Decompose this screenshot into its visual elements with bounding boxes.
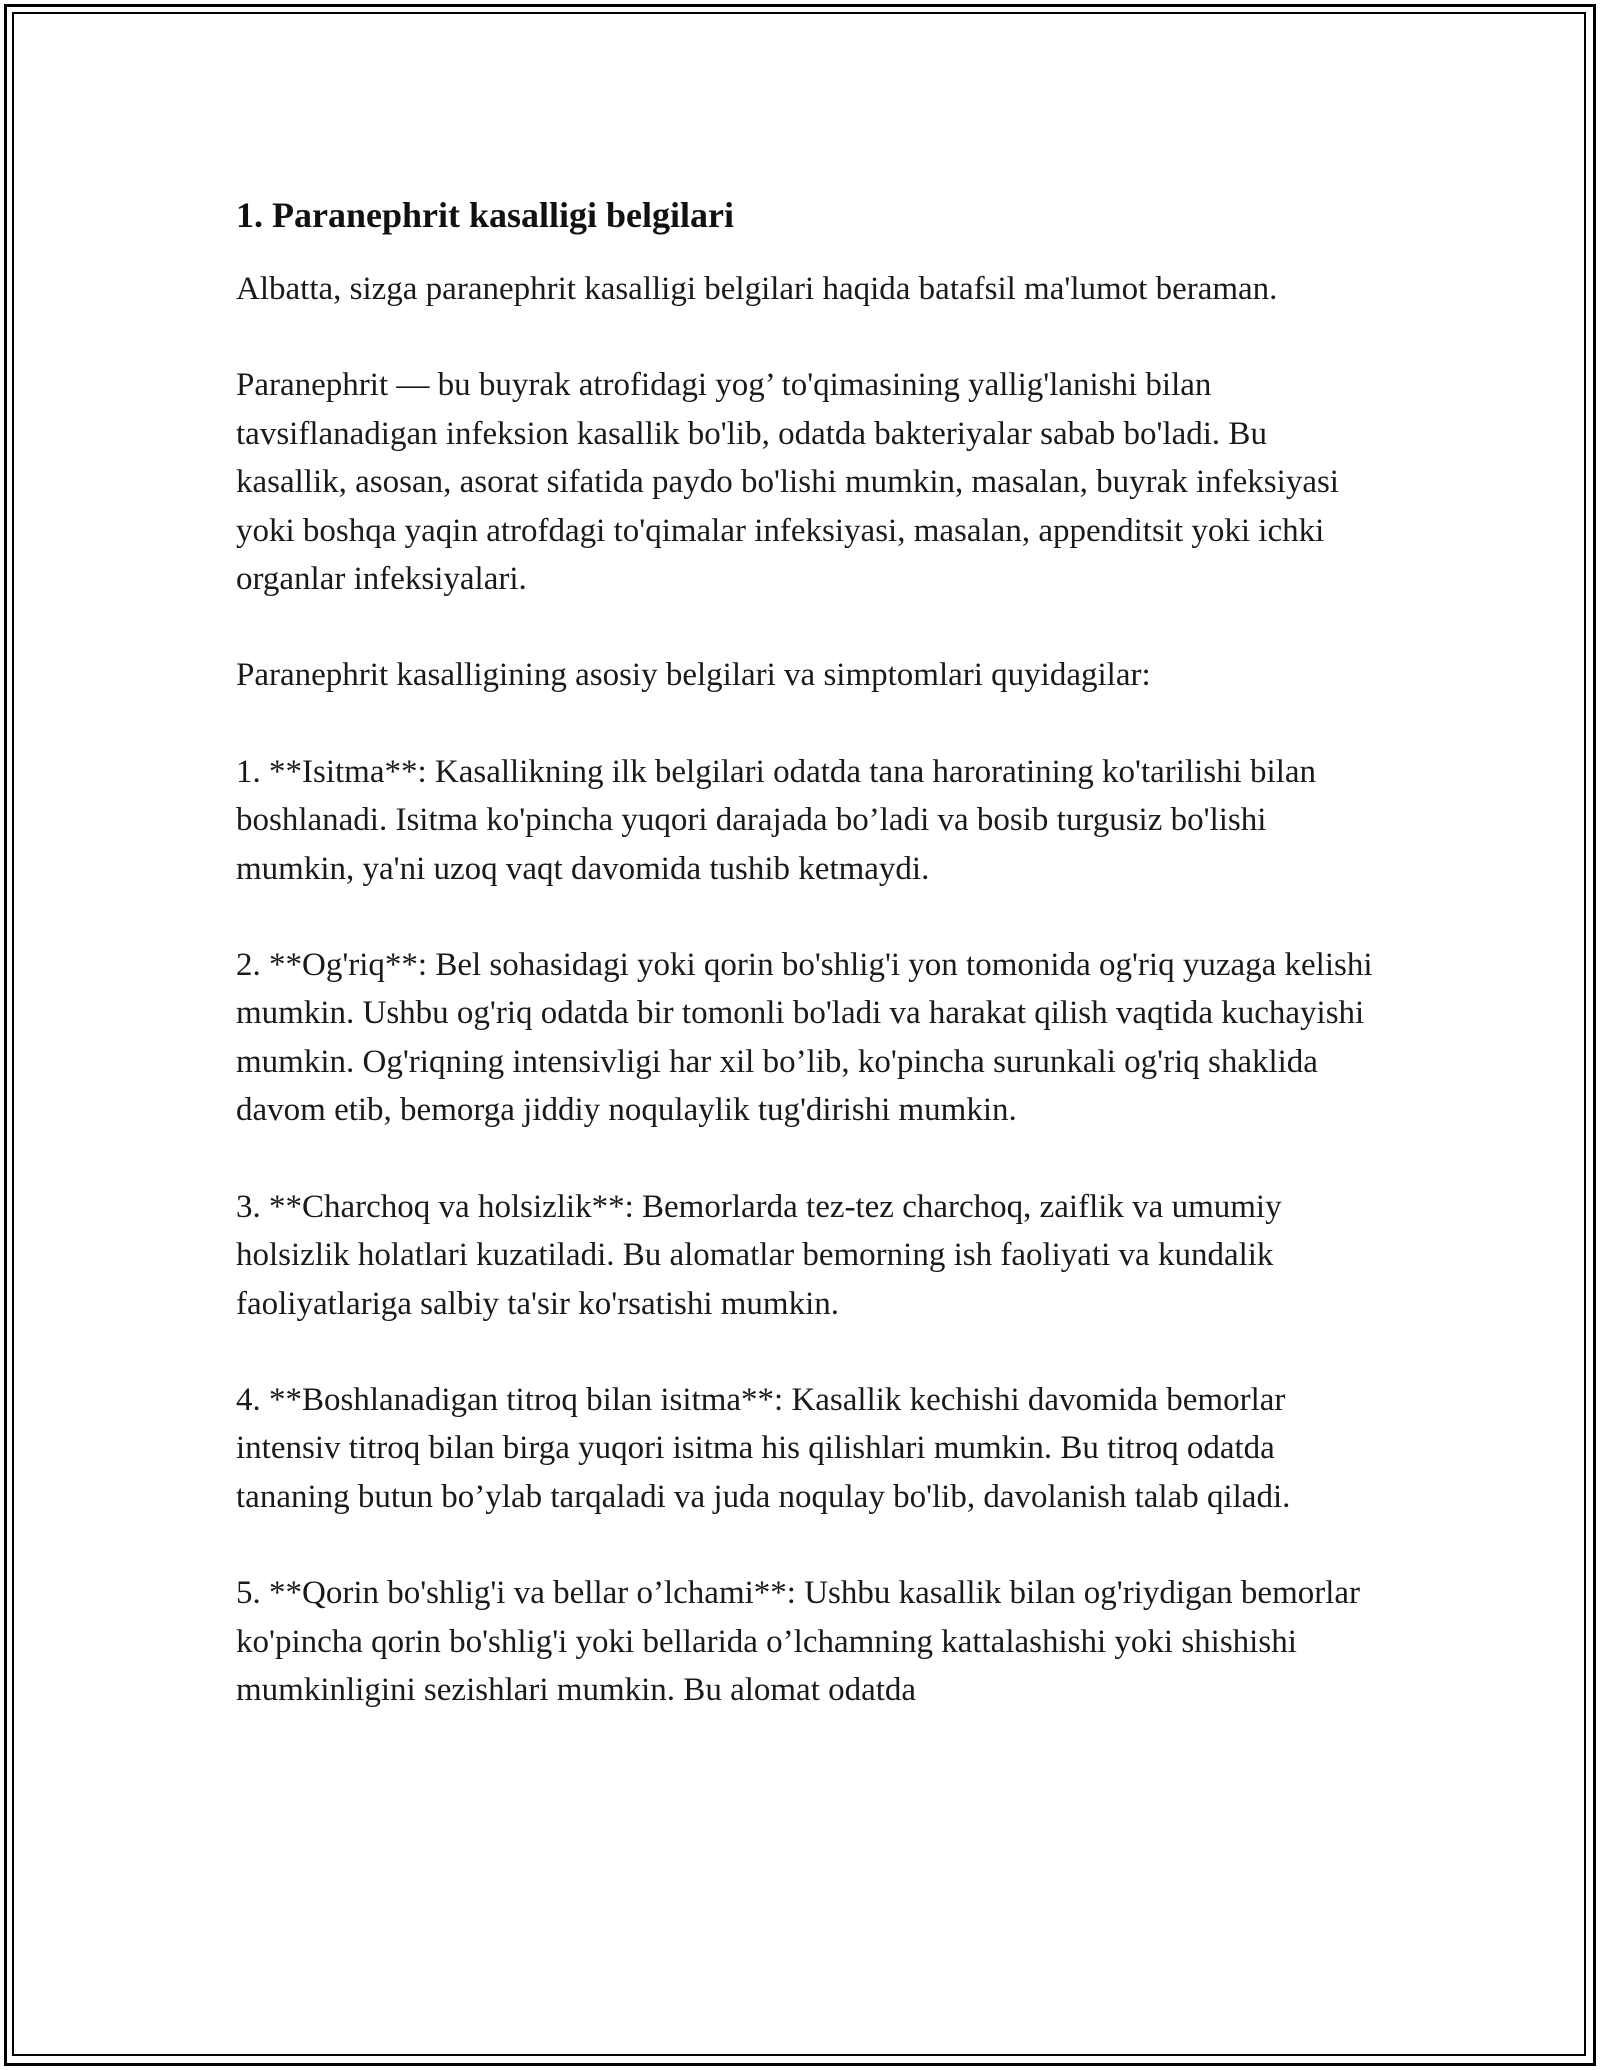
document-body xyxy=(236,185,1376,1762)
symptom-item-chills: 4. **Boshlanadigan titroq bilan isitma**: Kasallik kechishi davomida bemorlar intensiv titroq bilan birga yuqori isitma his qilishlari mumkin. Bu titroq odatda tananing butun bo’ylab tarqaladi va juda noqulay bo'lib, davolanish talab qiladi. xyxy=(236,1381,1291,1515)
definition-paragraph: Paranephrit — bu buyrak atrofidagi yog’ to'qimasining yallig'lanishi bilan tavsiflanadigan infeksion kasallik bo'lib, odatda bakteriyalar sabab bo'ladi. Bu kasallik, asosan, asorat sifatida paydo bo'lishi mumkin, masalan, buyrak infeksiyasi yoki boshqa yaqin atrofdagi to'qimalar infeksiyasi, masalan, appenditsit yoki ichki organlar infeksiyalari. xyxy=(236,367,1339,598)
document-title: 1. Paranephrit kasalligi belgilari xyxy=(236,195,735,235)
symptom-item-fatigue: 3. **Charchoq va holsizlik**: Bemorlarda tez-tez charchoq, zaiflik va umumiy holsizlik holatlari kuzatiladi. Bu alomatlar bemorning ish faoliyati va kundalik faoliyatlariga salbiy ta'sir ko'rsatishi mumkin. xyxy=(236,1188,1282,1322)
symptoms-intro-paragraph: Paranephrit kasalligining asosiy belgilari va simptomlari quyidagilar: xyxy=(236,657,1151,694)
symptom-item-fever: 1. **Isitma**: Kasallikning ilk belgilari odatda tana haroratining ko'tarilishi bilan boshlanadi. Isitma ko'pincha yuqori darajada bo’ladi va bosib turgusiz bo'lishi mumkin, ya'ni uzoq vaqt davomida tushib ketmaydi. xyxy=(236,753,1317,887)
intro-paragraph: Albatta, sizga paranephrit kasalligi belgilari haqida batafsil ma'lumot beraman. xyxy=(236,271,1278,307)
symptom-item-pain: 2. **Og'riq**: Bel sohasidagi yoki qorin bo'shlig'i yon tomonida og'riq yuzaga kelishi mumkin. Ushbu og'riq odatda bir tomonli bo'ladi va harakat qilish vaqtida kuchayishi mumkin. Og'riqning intensivligi har xil bo’lib, ko'pincha surunkali og'riq shaklida davom etib, bemorga jiddiy noqulaylik tug'dirishi mumkin. xyxy=(236,947,1373,1129)
symptom-item-abdomen: 5. **Qorin bo'shlig'i va bellar o’lchami**: Ushbu kasallik bilan og'riydigan bemorlar ko'pincha qorin bo'shlig'i yoki bellarida o’lchamning kattalashishi yoki shishishi mumkinligini sezishlari mumkin. Bu alomat odatda xyxy=(236,1575,1361,1708)
